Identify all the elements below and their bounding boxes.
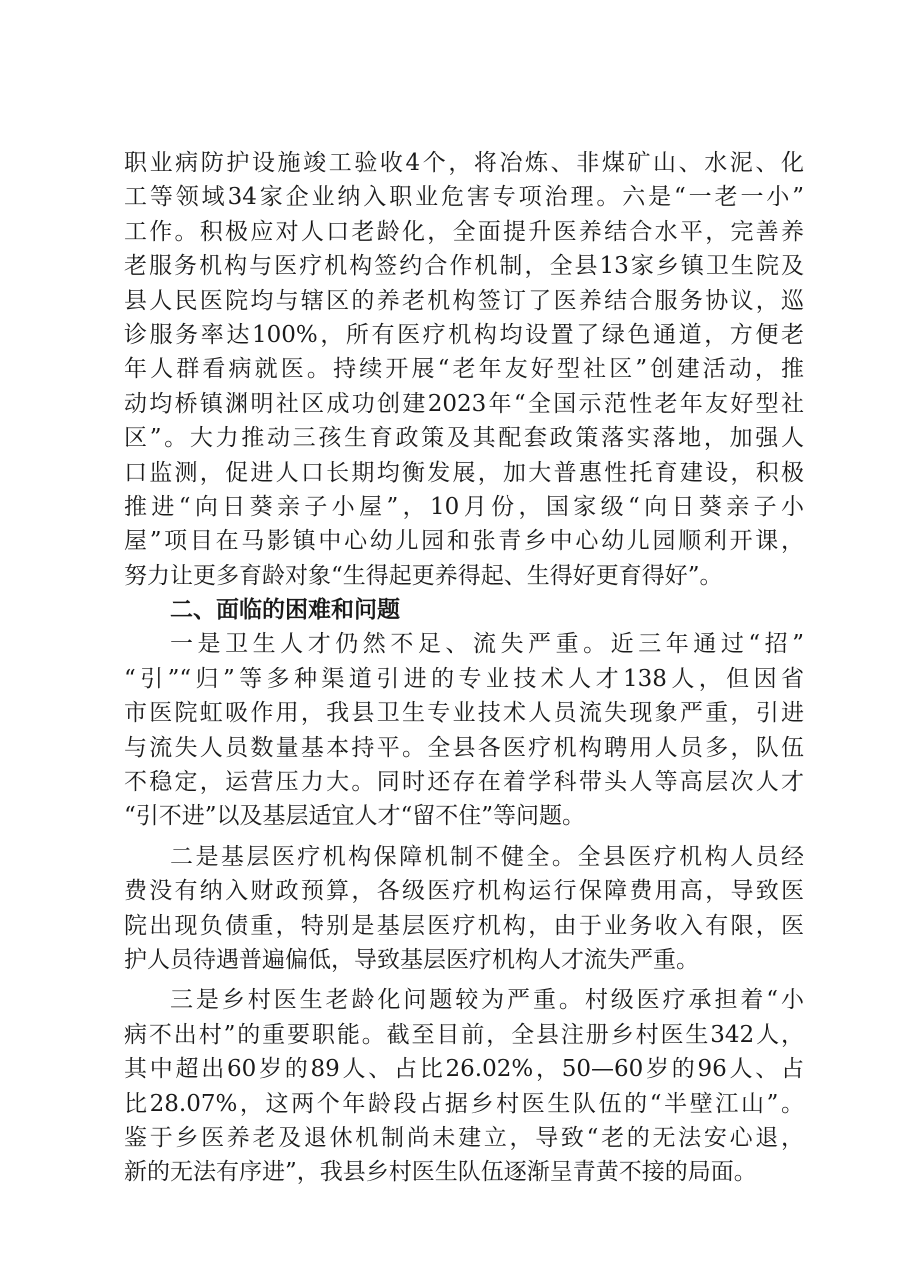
paragraph-4	[124, 983, 804, 1189]
text-line: 费没有纳入财政预算，各级医疗机构运行保障费用高，导致医	[124, 878, 804, 905]
section-heading: 二、面临的困难和问题	[170, 596, 400, 624]
paragraph-1	[124, 146, 804, 593]
text-line: “引”“归”等多种渠道引进的专业技术人才138人，但因省	[124, 665, 804, 692]
text-line: 其中超出60岁的89人、占比26.02%，50—60岁的96人、占	[124, 1056, 804, 1083]
text-line: 病不出村”的重要职能。截至目前，全县注册乡村医生342人，	[124, 1021, 804, 1048]
text-line: 二是基层医疗机构保障机制不健全。全县医疗机构人员经	[170, 843, 804, 870]
text-line: 与流失人员数量基本持平。全县各医疗机构聘用人员多，队伍	[124, 734, 804, 761]
text-line: 县人民医院均与辖区的养老机构签订了医养结合服务协议，巡	[124, 287, 804, 314]
text-line: 三是乡村医生老龄化问题较为严重。村级医疗承担着“小	[170, 987, 804, 1014]
text-line: 不稳定，运营压力大。同时还存在着学科带头人等高层次人才	[124, 769, 804, 796]
text-line: 区”。大力推动三孩生育政策及其配套政策落实落地，加强人	[124, 425, 804, 452]
paragraph-2	[124, 627, 804, 833]
text-line: 比28.07%，这两个年龄段占据乡村医生队伍的“半壁江山”。	[124, 1090, 804, 1117]
text-line: 鉴于乡医养老及退休机制尚未建立，导致“老的无法安心退，	[124, 1124, 804, 1151]
text-line: 市医院虹吸作用，我县卫生专业技术人员流失现象严重，引进	[124, 700, 804, 727]
text-line: 工作。积极应对人口老龄化，全面提升医养结合水平，完善养	[124, 218, 804, 245]
text-line: 院出现负债重，特别是基层医疗机构，由于业务收入有限，医	[124, 912, 804, 939]
text-line: 努力让更多育龄对象“生得起更养得起、生得好更育得好”。	[124, 562, 723, 589]
text-line: 口监测，促进人口长期均衡发展，加大普惠性托育建设，积极	[124, 459, 804, 486]
text-line: 老服务机构与医疗机构签约合作机制，全县13家乡镇卫生院及	[124, 253, 804, 280]
text-line: 诊服务率达100%，所有医疗机构均设置了绿色通道，方便老	[124, 321, 804, 348]
text-line: 护人员待遇普遍偏低，导致基层医疗机构人才流失严重。	[124, 946, 699, 973]
text-line: 屋”项目在马影镇中心幼儿园和张青乡中心幼儿园顺利开课，	[124, 528, 804, 555]
text-line: 动均桥镇渊明社区成功创建2023年“全国示范性老年友好型社	[124, 390, 804, 417]
paragraph-3	[124, 840, 804, 978]
document-body	[124, 146, 804, 1190]
text-line: 工等领域34家企业纳入职业危害专项治理。六是“一老一小”	[124, 184, 804, 211]
text-line: 职业病防护设施竣工验收4个，将冶炼、非煤矿山、水泥、化	[124, 150, 804, 176]
text-line: 一是卫生人才仍然不足、流失严重。近三年通过“招”	[170, 631, 804, 658]
text-line: 新的无法有序进”，我县乡村医生队伍逐渐呈青黄不接的局面。	[124, 1159, 757, 1186]
text-line: 年人群看病就医。持续开展“老年友好型社区”创建活动，推	[124, 356, 804, 383]
text-line: “引不进”以及基层适宜人才“留不住”等问题。	[124, 803, 586, 830]
text-line: 推进“向日葵亲子小屋”，10月份，国家级“向日葵亲子小	[124, 493, 804, 520]
